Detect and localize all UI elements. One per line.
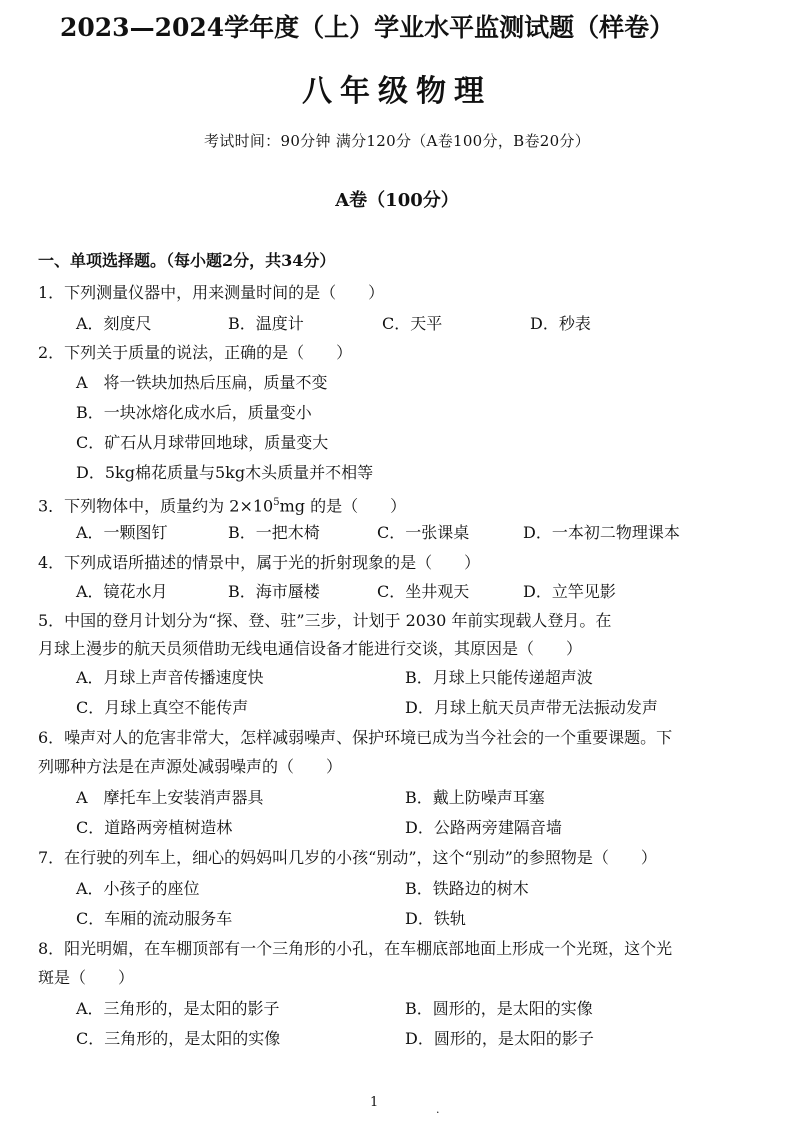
question-4-stem: 4．下列成语所描述的情景中，属于光的折射现象的是（ ） <box>38 553 481 572</box>
question-2-option-a: A 将一铁块加热后压扁，质量不变 <box>76 373 328 392</box>
question-5-option-a: A．月球上声音传播速度快 <box>76 668 264 687</box>
question-4-option-a: A．镜花水月 <box>76 582 168 601</box>
question-2-option-c: C．矿石从月球带回地球，质量变大 <box>76 433 329 452</box>
question-1-option-c: C．天平 <box>382 314 443 333</box>
question-1-option-b: B．温度计 <box>228 314 304 333</box>
question-3-stem-pre: 3．下列物体中，质量约为 2×10 <box>38 496 274 516</box>
question-6-stem-line-2: 列哪种方法是在声源处减弱噪声的（ ） <box>38 757 343 776</box>
question-1-option-d: D．秒表 <box>530 314 591 333</box>
question-4-option-c: C．坐井观天 <box>377 582 470 601</box>
question-3-exponent: 5 <box>273 497 280 508</box>
question-8-option-b: B．圆形的，是太阳的实像 <box>405 999 593 1018</box>
question-4-option-d: D．立竿见影 <box>523 582 616 601</box>
question-2-option-d: D．5kg棉花质量与5kg木头质量并不相等 <box>76 463 374 482</box>
exam-title: 2023—2024学年度（上）学业水平监测试题（样卷） <box>60 13 675 42</box>
question-8-option-a: A．三角形的，是太阳的影子 <box>76 999 280 1018</box>
question-5-stem-line-1: 5．中国的登月计划分为“探、登、驻”三步，计划于 2030 年前实现载人登月。在 <box>38 611 612 630</box>
question-8-stem-line-2: 斑是（ ） <box>38 968 135 987</box>
question-7-option-a: A．小孩子的座位 <box>76 879 200 898</box>
question-5-option-c: C．月球上真空不能传声 <box>76 698 249 717</box>
question-6-stem-line-1: 6．噪声对人的危害非常大，怎样减弱噪声、保护环境已成为当今社会的一个重要课题。下 <box>38 728 673 747</box>
question-8-option-d: D．圆形的，是太阳的影子 <box>405 1029 594 1048</box>
question-4-option-b: B．海市蜃楼 <box>228 582 320 601</box>
question-7-option-c: C．车厢的流动服务车 <box>76 909 233 928</box>
question-8-option-c: C．三角形的，是太阳的实像 <box>76 1029 281 1048</box>
question-3-option-b: B．一把木椅 <box>228 523 320 542</box>
question-1-option-a: A．刻度尺 <box>76 314 152 333</box>
question-6-option-d: D．公路两旁建隔音墙 <box>405 818 562 837</box>
question-3-stem-post: mg 的是（ ） <box>279 496 407 516</box>
scan-dot-mark: . <box>436 1103 440 1116</box>
question-3-option-a: A．一颗图钉 <box>76 523 168 542</box>
question-5-option-b: B．月球上只能传递超声波 <box>405 668 593 687</box>
question-2-stem: 2．下列关于质量的说法，正确的是（ ） <box>38 343 353 362</box>
question-7-stem: 7．在行驶的列车上，细心的妈妈叫几岁的小孩“别动”，这个“别动”的参照物是（ ） <box>38 848 657 867</box>
question-7-option-b: B．铁路边的树木 <box>405 879 529 898</box>
part-one-title: 一、单项选择题。（每小题2分，共34分） <box>38 251 336 270</box>
question-6-option-a: A 摩托车上安装消声器具 <box>76 788 264 807</box>
question-3-option-d: D．一本初二物理课本 <box>523 523 680 542</box>
question-2-option-b: B．一块冰熔化成水后，质量变小 <box>76 403 312 422</box>
question-6-option-b: B．戴上防噪声耳塞 <box>405 788 545 807</box>
question-5-option-d: D．月球上航天员声带无法振动发声 <box>405 698 658 717</box>
question-7-option-d: D．铁轨 <box>405 909 466 928</box>
question-3-stem <box>38 493 406 516</box>
section-a-heading: A卷（100分） <box>335 190 459 211</box>
subject-heading: 八年级物理 <box>302 74 492 109</box>
question-1-stem: 1．下列测量仪器中，用来测量时间的是（ ） <box>38 283 385 302</box>
question-6-option-c: C．道路两旁植树造林 <box>76 818 233 837</box>
question-8-stem-line-1: 8．阳光明媚，在车棚顶部有一个三角形的小孔，在车棚底部地面上形成一个光斑，这个光 <box>38 939 673 958</box>
exam-info: 考试时间：90分钟 满分120分（A卷100分，B卷20分） <box>203 132 591 150</box>
question-5-stem-line-2: 月球上漫步的航天员须借助无线电通信设备才能进行交谈，其原因是（ ） <box>38 639 583 658</box>
question-3-option-c: C．一张课桌 <box>377 523 470 542</box>
page-number: 1 <box>370 1095 379 1110</box>
